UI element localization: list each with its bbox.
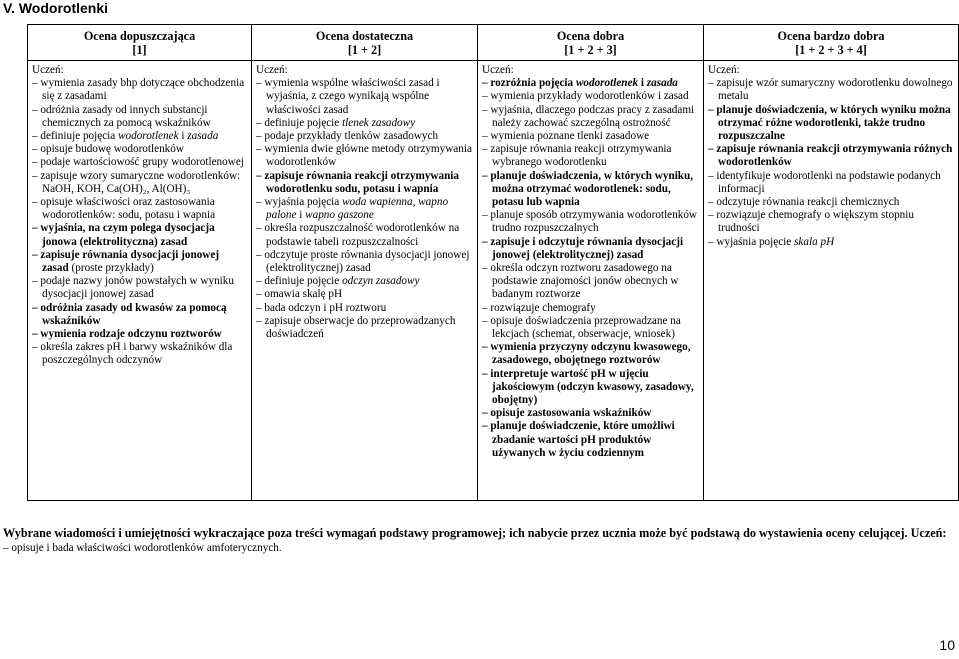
requirement-text: wodorotlenek [118,130,179,143]
requirement-text: – zapisuje równania reakcji otrzymywania wybranego wodorotlenku [482,143,672,169]
requirement-text: – odczytuje równania reakcji chemicznych [708,196,900,209]
requirement-item [32,196,247,222]
requirement-text: – określa zakres pH i barwy wskaźników dla poszczególnych odczynów [32,341,233,367]
column-heading: Ocena dostateczna [315,29,414,43]
requirement-text: – wyjaśnia pojęcie [708,235,795,248]
requirement-item [32,170,247,196]
section-title: V. Wodorotlenki [3,0,109,16]
requirement-text: – bada odczyn i pH roztworu [256,301,387,314]
cell-intro: Uczeń: [32,64,64,76]
requirement-item [708,236,954,249]
requirement-text: – definiuje pojęcie [256,116,343,129]
requirement-text: woda wapienna, wapno palone [266,196,449,222]
requirement-item [482,90,699,103]
requirement-text: wapno gaszone [305,209,374,222]
column-scale: [1] [132,43,147,57]
requirement-text: – opisuje zastosowania wskaźników [482,407,652,420]
requirement-item [482,407,699,420]
requirement-text: – wymienia wspólne właściwości zasad i wyjaśnia, z czego wynikają wspólne właściwości zasad [256,77,440,116]
requirement-text: – odróżnia zasady od innych substancji chemicznych za pomocą wskaźników [32,103,211,129]
requirement-item [482,77,699,90]
requirement-text: – wymienia przykłady wodorotlenków i zasad [482,90,689,103]
requirement-item [256,170,473,196]
requirement-text: – odróżnia zasady od kwasów za pomocą wskaźników [32,301,227,327]
column-header-grade-1 [28,25,252,61]
requirement-item [256,77,473,117]
requirements-table [27,24,959,501]
requirement-text: wodorotlenek [575,77,639,90]
requirement-item [32,77,247,103]
requirement-item [256,288,473,301]
requirement-text: – wymienia zasady bhp dotyczące obchodzenia się z zasadami [32,77,245,103]
requirement-text: – definiuje pojęcia [32,130,119,143]
requirement-text: – odczytuje proste równania dysocjacji jonowej (elektrolitycznej) zasad [256,248,470,275]
requirement-text: – zapisuje obserwacje do przeprowadzanych doświadczeń [256,314,456,341]
requirement-item [482,420,699,460]
requirement-item [708,196,954,209]
requirement-text: – określa odczyn roztworu zasadowego na podstawie znajomości jonów obecnych w badanym roztworze [482,262,679,301]
requirement-text: – zapisuje i odczytuje równania dysocjacji jonowej (elektrolitycznej) zasad [482,235,684,261]
requirement-text: – podaje wartościowość grupy wodorotlenowej [32,156,244,169]
requirement-text: tlenek zasadowy [342,116,416,129]
page-number: 10 [939,637,955,653]
requirement-item [256,302,473,315]
requirements-cell-grade-1 [28,61,252,501]
requirement-text: – opisuje doświadczenia przeprowadzane na lekcjach (schemat, obserwacje, wniosek) [482,314,681,341]
requirement-item [708,104,954,144]
requirement-text: – planuje doświadczenia, w których wyniku można otrzymać różne wodorotlenki, także trudno rozpuszczalne [708,103,951,143]
requirement-text: i [178,130,188,143]
cell-intro: Uczeń: [256,64,288,76]
requirement-item [256,130,473,143]
requirement-text: – zapisuje równania reakcji otrzymywania różnych wodorotlenków [708,143,953,169]
requirement-item [482,170,699,210]
requirement-item [256,222,473,248]
requirement-text: – planuje doświadczenie, które umożliwi zbadanie wartości pH produktów używanych w życiu codziennym [482,420,675,459]
requirement-text: – wyjaśnia, dlaczego podczas pracy z zasadami należy zachować szczególną ostrożność [482,103,695,129]
requirement-item [482,143,699,169]
column-header-grade-2 [252,25,478,61]
requirement-text: – definiuje pojęcie [256,275,343,288]
column-heading: Ocena bardzo dobra [777,29,885,43]
requirement-text: – zapisuje wzory sumaryczne wodorotlenków: NaOH, KOH, Ca(OH)₂, Al(OH)₃ [32,169,241,195]
requirement-item [32,222,247,248]
requirement-text: – zapisuje wzór sumaryczny wodorotlenku dowolnego metalu [708,77,953,103]
requirement-text: – rozwiązuje chemografy [482,301,596,314]
requirement-item [256,249,473,275]
requirement-text: – zapisuje równania reakcji otrzymywania wodorotlenku sodu, potasu i wapnia [256,169,460,195]
requirement-item [482,104,699,130]
requirement-text: – wymienia rodzaje odczynu roztworów [32,328,222,341]
requirement-text: – rozwiązuje chemografy o większym stopniu trudności [708,209,914,235]
requirement-text: – wyjaśnia, na czym polega dysocjacja jonowa (elektrolityczna) zasad [32,222,215,248]
requirement-text: – wymienia poznane tlenki zasadowe [482,130,650,143]
requirement-text: (proste przykłady) [68,262,154,275]
requirement-item [482,302,699,315]
requirement-item [32,302,247,328]
requirement-item [32,328,247,341]
requirement-item [256,196,473,222]
requirement-item [32,275,247,301]
requirement-item [482,262,699,302]
requirement-text: – interpretuje wartość pH w ujęciu jakościowym (odczyn kwasowy, zasadowy, obojętny) [482,367,694,407]
requirements-cell-grade-3 [478,61,704,501]
requirement-item [256,117,473,130]
requirement-item [482,130,699,143]
requirement-item [482,209,699,235]
requirement-item [708,143,954,169]
requirement-item [482,236,699,262]
header-row [28,25,959,61]
requirement-item [708,170,954,196]
requirement-text: – opisuje właściwości oraz zastosowania wodorotlenków: sodu, potasu i wapnia [32,196,216,222]
requirement-item [482,315,699,341]
footer-note [3,526,953,555]
requirement-item [32,130,247,143]
requirement-text: – podaje nazwy jonów powstałych w wyniku dysocjacji jonowej zasad [32,275,234,301]
requirement-item [256,315,473,341]
column-header-grade-4 [704,25,959,61]
requirements-row [28,61,959,501]
cell-intro: Uczeń: [482,64,514,76]
requirement-text: – wymienia dwie główne metody otrzymywania wodorotlenków [256,143,472,169]
requirement-text: odczyn zasadowy [342,275,420,288]
cell-intro: Uczeń: [708,64,740,76]
requirement-text: – określa rozpuszczalność wodorotlenków na podstawie tabeli rozpuszczalności [256,222,460,248]
requirement-text: i [638,77,647,90]
requirement-text: – planuje doświadczenia, w których wyniku, można otrzymać wodorotlenek: sodu, potasu lub wapnia [482,169,694,209]
requirement-text: – omawia skalę pH [256,288,343,301]
requirement-item [32,249,247,275]
column-scale: [1 + 2 + 3 + 4] [795,43,867,57]
requirement-text: skala pH [794,235,835,248]
requirement-text: zasada [187,130,219,143]
requirement-item [708,77,954,103]
requirement-item [708,209,954,235]
column-scale: [1 + 2 + 3] [564,43,617,57]
requirements-cell-grade-2 [252,61,478,501]
requirement-text: – wymienia przyczyny odczynu kwasowego, zasadowego, obojętnego roztworów [482,341,691,367]
requirement-item [32,104,247,130]
requirement-item [256,143,473,169]
requirement-item [32,341,247,367]
requirement-text: – planuje sposób otrzymywania wodorotlenków trudno rozpuszczalnych [482,209,698,235]
requirement-text: i [296,209,306,222]
requirement-text: zasada [646,77,678,90]
requirements-cell-grade-4 [704,61,959,501]
requirement-text: – identyfikuje wodorotlenki na podstawie podanych informacji [708,169,941,195]
requirement-text: – rozróżnia pojęcia [482,77,576,90]
requirement-item [482,341,699,367]
column-scale: [1 + 2] [347,43,382,57]
requirement-text: – podaje przykłady tlenków zasadowych [256,130,439,143]
requirement-item [256,275,473,288]
requirement-text: – wyjaśnia pojęcia [256,196,343,209]
footer-lead: Wybrane wiadomości i umiejętności wykraczające poza treści wymagań podstawy programowej; ich nabycie przez ucznia może być podstawą do wystawienia oceny celującej. Uczeń: [3,526,947,540]
requirement-item [32,156,247,169]
column-heading: Ocena dopuszczająca [83,29,196,43]
requirement-item [482,368,699,408]
requirement-item [32,143,247,156]
footer-item: – opisuje i bada właściwości wodorotlenków amfoterycznych. [3,541,282,554]
requirement-text: – opisuje budowę wodorotlenków [32,143,184,156]
requirement-text: – zapisuje równania dysocjacji jonowej zasad [32,248,220,275]
column-header-grade-3 [478,25,704,61]
column-heading: Ocena dobra [556,29,625,43]
